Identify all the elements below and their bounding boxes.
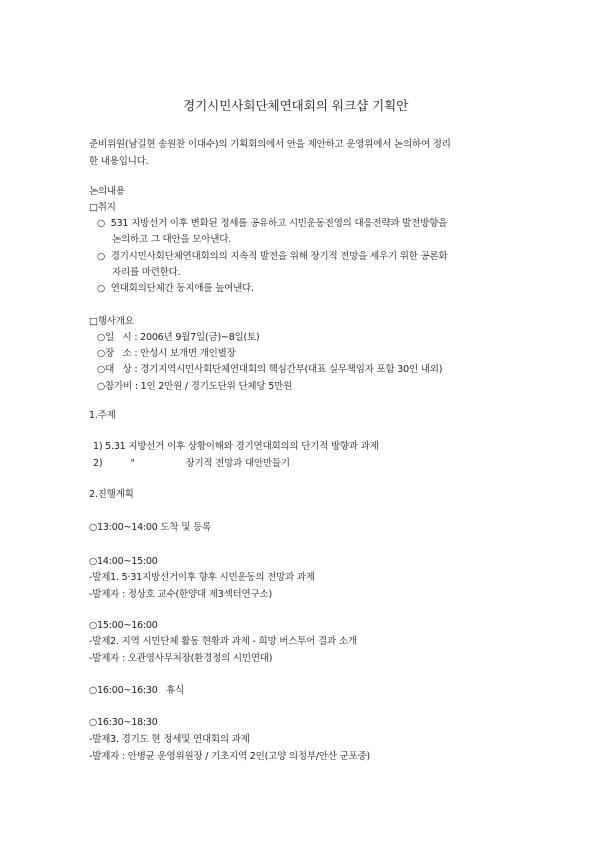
purpose-item-2-cont: 자리를 마련한다.: [112, 267, 181, 278]
page-title: 경기시민사회단체연대회의 워크샵 기획안: [183, 98, 409, 113]
overview-item-fee: ○참가비 : 1인 2만원 / 경기도단위 단체당 5만원: [97, 381, 292, 392]
overview-heading: □행사개요: [89, 316, 134, 327]
schedule-2-speaker: -발제자 : 정상호 교수(한양대 제3섹터연구소): [89, 589, 272, 600]
schedule-time-4: ○16:00~16:30 휴식: [89, 685, 185, 696]
topic-2: 2) " 장기적 전망과 대안만들기: [93, 458, 290, 469]
intro-line-1: 준비위원(남길현 송원찬 이대수)의 기획회의에서 안을 제안하고 운영위에서 논의하여 정리: [89, 139, 451, 150]
discussion-heading: 논의내용: [89, 186, 125, 197]
schedule-2-talk: -발제1. 5·31지방선거이후 향후 시민운동의 전망과 과제: [89, 572, 315, 583]
schedule-3-talk: -발제2. 지역 시민단체 활동 현황과 과제 - 희망 버스투어 결과 소개: [89, 636, 357, 647]
overview-item-date: ○일 시 : 2006년 9월7일(금)~8일(토): [97, 332, 260, 343]
overview-item-target: ○대 상 : 경기지역시민사회단체연대회의 핵심간부(대표 실무책임자 포함 30인 내외): [97, 364, 443, 375]
topic-heading: 1.주제: [89, 410, 116, 421]
plan-heading: 2.진행계획: [89, 489, 134, 500]
purpose-item-2: ○ 경기시민사회단체연대회의의 지속적 발전을 위해 장기적 전망을 세우기 위한 공론화: [97, 251, 448, 262]
schedule-time-1: ○13:00~14:00 도착 및 등록: [89, 522, 211, 533]
topic-1: 1) 5.31 지방선거 이후 상황이해와 경기연대회의의 단기적 방향과 과제: [93, 441, 379, 452]
schedule-time-2: ○14:00~15:00: [89, 556, 158, 567]
schedule-5-talk: -발제3. 경기도 현 정세및 연대회의 과제: [89, 734, 250, 745]
purpose-item-1: ○ 531 지방선거 이후 변화된 정세를 공유하고 시민운동진영의 대응전략과 발전방향을: [97, 218, 448, 229]
purpose-item-1-cont: 논의하고 그 대안을 모아낸다.: [112, 234, 232, 245]
schedule-time-3: ○15:00~16:00: [89, 620, 158, 631]
overview-item-place: ○장 소 : 안성시 보개면 개인별장: [97, 348, 236, 359]
purpose-item-3: ○ 연대회의단체간 동지애를 높여낸다.: [97, 283, 254, 294]
intro-line-2: 한 내용입니다.: [89, 156, 149, 167]
schedule-3-speaker: -발제자 : 오관영사무처장(환경정의 시민연대): [89, 653, 273, 664]
schedule-5-speaker: -발제자 : 안병균 운영위원장 / 기초지역 2인(고양 의정부/안산 군포중): [89, 751, 371, 762]
schedule-time-5: ○16:30~18:30: [89, 717, 158, 728]
purpose-heading: □취지: [89, 202, 116, 213]
